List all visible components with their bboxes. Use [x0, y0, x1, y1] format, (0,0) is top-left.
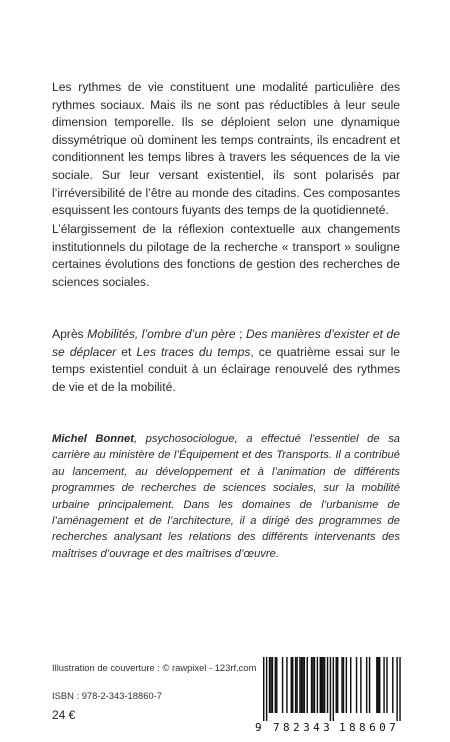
previous-title-2: Des manières d’exister et de se déplacer — [52, 327, 400, 359]
barcode-bar — [360, 657, 361, 713]
previous-title-3: Les traces du temps — [136, 344, 251, 359]
barcode-bar — [295, 657, 296, 713]
barcode-bar — [302, 657, 303, 713]
author-bio-text: , psychosociologue, a effectué l’essentiel de sa carrière au ministère de l’Équipement et des Transports. Il a contribué au lancement, au développement et à l’animation de différents programmes de recherches de sciences sociales, sur la mobilité urbaine principalement. Dans les domaines de l’urbanisme de l’aménagement et de l’architecture, il a dirigé des programmes de recherches analysant les relations des différents intervenants des maîtrises d’ouvrage et des maîtrises d’œuvre. — [52, 433, 401, 560]
barcode-bar — [275, 657, 276, 713]
barcode-bar — [378, 657, 379, 713]
barcode-bar — [327, 657, 328, 713]
barcode-bar — [396, 657, 397, 721]
barcode-bar — [320, 657, 321, 713]
barcode-bar — [266, 657, 267, 721]
barcode-bar — [346, 657, 347, 713]
barcode-bar — [322, 657, 323, 713]
barcode-bar — [336, 657, 337, 713]
author-bio — [52, 431, 400, 562]
barcode-bar — [399, 657, 400, 721]
barcode-bar — [317, 657, 318, 713]
barcode-bar — [311, 657, 312, 713]
barcode-bar — [324, 657, 325, 713]
series-text-c: et — [116, 344, 137, 359]
barcode-bar — [296, 657, 297, 713]
barcode-bar — [330, 657, 331, 721]
barcode-bar — [292, 657, 293, 713]
series-text-d: , ce quatrième essai sur le temps existentiel conduit à un éclairage renouvelé des rythmes de vie et de la mobilité. — [52, 344, 400, 394]
barcode-bar — [272, 657, 273, 713]
author-name: Michel Bonnet — [52, 433, 134, 445]
previous-title-1: Mobilités, l’ombre d’un père — [87, 327, 236, 341]
barcode-bars — [253, 655, 403, 725]
series-text-a: Après — [52, 327, 88, 341]
context-paragraph: L’élargissement de la réflexion contextuelle aux changements institutionnels du pilotage de la recherche « transport » souligne certaines évolutions des fonctions de gestion des recherches de sciences sociales. — [52, 222, 400, 289]
barcode-bar — [356, 657, 357, 713]
barcode-bar — [301, 657, 302, 713]
barcode-bar — [291, 657, 292, 713]
barcode-bar — [269, 657, 270, 713]
series-text-b: ; — [235, 327, 247, 341]
barcode-bar — [383, 657, 384, 713]
barcode-bar — [304, 657, 305, 713]
barcode-bar — [350, 657, 351, 713]
barcode-bar — [299, 657, 300, 713]
summary-paragraph: Les rythmes de vie constituent une modalité particulière des rythmes sociaux. Mais ils ne sont pas réductibles à leur seule dimension temporelle. Ils se déploient selon une dynamique dissymétrique où dominent les temps contraints, ils encadrent et conditionnent les temps libres à travers les séquences de la vie sociale. Sur leur versant existentiel, ils sont polarisés par l’irréversibilité de l’être au monde des citadins. Ces composantes esquissent les contours fuyants des temps de la quotidienneté. — [52, 80, 400, 218]
barcode-bar — [337, 657, 338, 713]
barcode-bar — [333, 657, 334, 721]
barcode-bar — [376, 657, 377, 713]
barcode-bar — [286, 657, 287, 713]
barcode-bar — [282, 657, 283, 713]
barcode-bar — [314, 657, 315, 713]
barcode-digits-left: 782343 — [273, 721, 334, 734]
barcode-bar — [307, 657, 308, 713]
barcode-bar — [343, 657, 344, 713]
barcode-bar — [312, 657, 313, 713]
barcode-digits-right: 188607 — [339, 721, 400, 734]
barcode-bar — [270, 657, 271, 713]
barcode-bar — [366, 657, 367, 713]
isbn: ISBN : 978-2-343-18860-7 — [52, 690, 162, 701]
barcode-bar — [321, 657, 322, 713]
barcode-bar — [276, 657, 277, 713]
barcode-bar — [263, 657, 264, 721]
illustration-credit: Illustration de couverture : © rawpixel - 123rf.com — [52, 662, 257, 673]
barcode-digit-prefix: 9 — [255, 721, 262, 734]
barcode-bar — [341, 657, 342, 713]
series-paragraph — [52, 326, 400, 396]
barcode-bar — [369, 657, 370, 713]
barcode-bar — [379, 657, 380, 713]
barcode-bar — [386, 657, 387, 713]
barcode-bar — [392, 657, 393, 713]
price: 24 € — [52, 708, 76, 722]
isbn-barcode — [253, 655, 403, 742]
